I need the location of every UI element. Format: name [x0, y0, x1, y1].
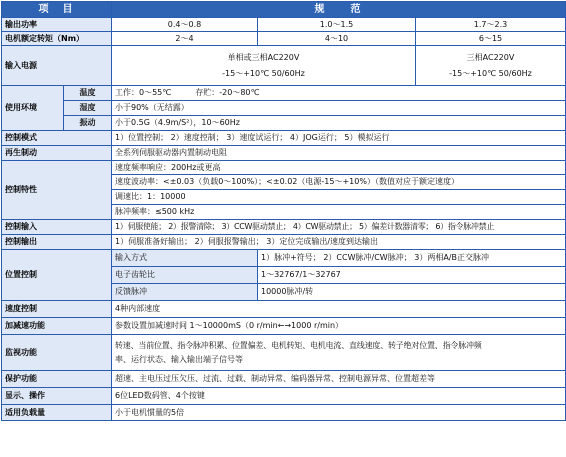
row-output-power [2, 18, 566, 32]
row-load [2, 405, 566, 421]
row-display [2, 388, 566, 405]
row-rated-torque [2, 32, 566, 46]
label-input-power: 输入电源 [2, 46, 112, 86]
value-control-char-4: 脉冲频率：≤500 kHz [112, 205, 566, 220]
label-output-power: 输出功率 [2, 18, 112, 32]
spec-table [1, 1, 566, 421]
input-power-b1: 三相AC220V [466, 53, 515, 62]
row-accel [2, 318, 566, 335]
row-control-input [2, 220, 566, 235]
value-input-power-single [112, 46, 416, 86]
value-input-method: 1）脉冲+符号； 2）CCW脉冲/CW脉冲； 3）两相A/B正交脉冲 [258, 250, 566, 267]
value-rated-torque-2: 4～10 [258, 32, 416, 46]
value-output-power-3: 1.7～2.3 [416, 18, 566, 32]
label-temperature: 温度 [64, 86, 112, 101]
row-control-char-1 [2, 161, 566, 175]
value-load: 小于电机惯量的5倍 [112, 405, 566, 421]
label-load: 适用负载量 [2, 405, 112, 421]
value-speed-control: 4种内部速度 [112, 301, 566, 318]
label-control-char: 控制特性 [2, 161, 112, 220]
value-monitor [112, 335, 566, 371]
value-temperature: 工作：0～55℃ 存贮：-20～80℃ [112, 86, 566, 101]
header-spec: 规 范 [112, 2, 566, 18]
value-feedback-pulse: 10000脉冲/转 [258, 284, 566, 301]
value-humidity: 小于90%（无结露） [112, 101, 566, 116]
label-speed-control: 速度控制 [2, 301, 112, 318]
row-monitor [2, 335, 566, 371]
label-control-output: 控制输出 [2, 235, 112, 250]
label-input-method: 输入方式 [112, 250, 258, 267]
row-env-temp [2, 86, 566, 101]
row-speed-control [2, 301, 566, 318]
row-input-power [2, 46, 566, 86]
value-monitor-1: 转速、当前位置、指令脉冲积累、位置偏差、电机转矩、电机电流、直线速度、转子绝对位置、指令脉冲频 [115, 341, 482, 350]
input-power-a2: -15～+10℃ 50/60Hz [222, 69, 305, 78]
value-display: 6位LED数码管、4个按键 [112, 388, 566, 405]
label-feedback-pulse: 反馈脉冲 [112, 284, 258, 301]
value-control-output: 1）伺服准备好输出； 2）伺服报警输出； 3）定位完成输出/速度到达输出 [112, 235, 566, 250]
label-display: 显示、操作 [2, 388, 112, 405]
label-control-input: 控制输入 [2, 220, 112, 235]
value-accel: 参数设置加减速时间 1～10000mS（0 r/min←→1000 r/min） [112, 318, 566, 335]
label-rated-torque: 电机额定转矩（Nm） [2, 32, 112, 46]
input-power-a1: 单相或三相AC220V [227, 53, 300, 62]
value-control-input: 1）伺服使能； 2）报警清除； 3）CCW驱动禁止； 4）CW驱动禁止； 5）偏差计数器清零； 6）指令脉冲禁止 [112, 220, 566, 235]
label-regen: 再生制动 [2, 146, 112, 161]
value-input-power-three [416, 46, 566, 86]
value-monitor-2: 率、运行状态、输入输出端子信号等 [115, 355, 243, 364]
label-control-mode: 控制模式 [2, 131, 112, 146]
row-env-vibration [2, 116, 566, 131]
row-control-mode [2, 131, 566, 146]
label-gear-ratio: 电子齿轮比 [112, 267, 258, 284]
row-protection [2, 371, 566, 388]
value-control-mode: 1）位置控制； 2）速度控制； 3）速度试运行； 4）JOG运行； 5）模拟运行 [112, 131, 566, 146]
value-vibration: 小于0.5G（4.9m/S²），10～60Hz [112, 116, 566, 131]
value-control-char-3: 调速比：1：10000 [112, 190, 566, 205]
row-control-output [2, 235, 566, 250]
label-humidity: 湿度 [64, 101, 112, 116]
value-output-power-1: 0.4～0.8 [112, 18, 258, 32]
value-rated-torque-1: 2～4 [112, 32, 258, 46]
table-header-row [2, 2, 566, 18]
label-monitor: 监视功能 [2, 335, 112, 371]
value-rated-torque-3: 6～15 [416, 32, 566, 46]
value-gear-ratio: 1～32767/1～32767 [258, 267, 566, 284]
value-protection: 超速、主电压过压欠压、过流、过载、制动异常、编码器异常、控制电源异常、位置超差等 [112, 371, 566, 388]
value-control-char-2: 速度波动率：<±0.03（负载0～100%）；<±0.02（电源-15～+10%）（数值对应于额定速度） [112, 175, 566, 190]
label-accel: 加减速功能 [2, 318, 112, 335]
label-position-control: 位置控制 [2, 250, 112, 301]
row-position-1 [2, 250, 566, 267]
header-item: 项 目 [2, 2, 112, 18]
row-env-humidity [2, 101, 566, 116]
row-regen [2, 146, 566, 161]
input-power-b2: -15～+10℃ 50/60Hz [449, 69, 532, 78]
label-environment: 使用环境 [2, 86, 64, 131]
value-control-char-1: 速度频率响应：200Hz或更高 [112, 161, 566, 175]
label-protection: 保护功能 [2, 371, 112, 388]
value-output-power-2: 1.0～1.5 [258, 18, 416, 32]
value-regen: 全系列伺服驱动器内置制动电阻 [112, 146, 566, 161]
label-vibration: 振动 [64, 116, 112, 131]
